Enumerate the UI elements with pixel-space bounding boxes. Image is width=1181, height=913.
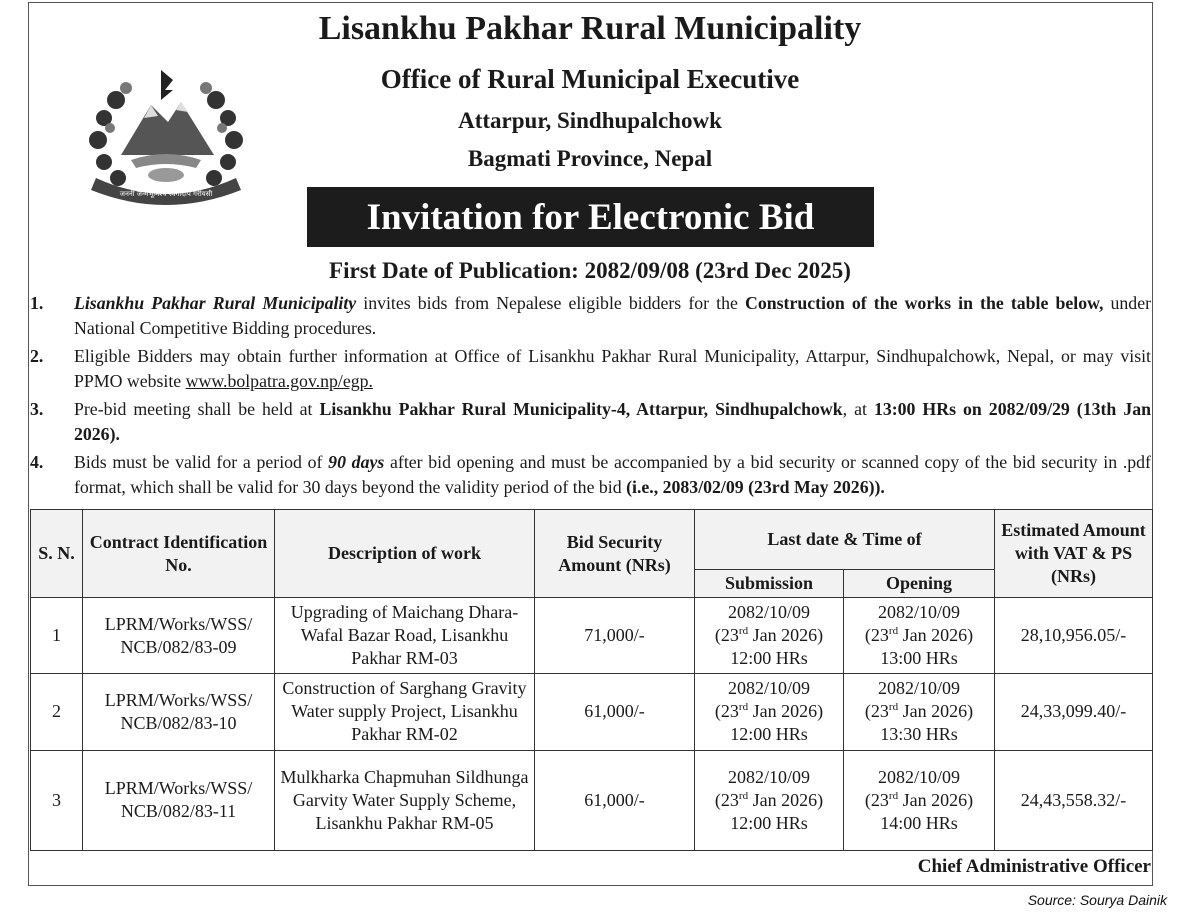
col-bid-security: Bid Security Amount (NRs) bbox=[535, 510, 695, 598]
time: 13:00 HRs bbox=[880, 648, 958, 669]
date-bs: 2082/10/09 bbox=[727, 678, 810, 699]
time: 12:00 HRs bbox=[730, 648, 808, 669]
cell-opening bbox=[844, 674, 995, 750]
address-line-2: Bagmati Province, Nepal bbox=[467, 146, 713, 171]
website-link[interactable]: www.bolpatra.gov.np/egp. bbox=[185, 370, 373, 391]
cell-bid-security: 71,000/- bbox=[535, 598, 695, 674]
clause-text-segment: Lisankhu Pakhar Rural Municipality-4, Attarpur, Sindhupalchowk bbox=[319, 399, 843, 419]
date-ad: (23rd Jan 2026) bbox=[864, 625, 974, 646]
works-table bbox=[30, 509, 1153, 851]
col-last-date: Last date & Time of bbox=[695, 510, 995, 570]
col-contract: Contract Identification No. bbox=[83, 510, 275, 598]
time: 14:00 HRs bbox=[880, 812, 958, 833]
date-ad: (23rd Jan 2026) bbox=[714, 701, 824, 722]
clause-text-segment: 13:00 HRs on 2082/09/29 (13th Jan 2026). bbox=[74, 399, 1151, 444]
date-bs: 2082/10/09 bbox=[727, 602, 810, 623]
cell-description: Construction of Sarghang Gravity Water supply Project, Lisankhu Pakhar RM-02 bbox=[275, 674, 535, 750]
clause-text-segment: Pre-bid meeting shall be held at bbox=[74, 399, 320, 419]
cell-estimated-amount: 24,43,558.32/- bbox=[995, 750, 1153, 850]
office-title: Office of Rural Municipal Executive bbox=[380, 64, 800, 94]
cell-sn: 2 bbox=[31, 674, 83, 750]
address-line-1: Attarpur, Sindhupalchowk bbox=[458, 108, 722, 133]
clause-item bbox=[30, 344, 1151, 393]
col-submission: Submission bbox=[695, 570, 844, 598]
cell-contract-id: LPRM/Works/WSS/ NCB/082/83-09 bbox=[83, 598, 275, 674]
cell-submission bbox=[695, 598, 844, 674]
cell-bid-security: 61,000/- bbox=[535, 750, 695, 850]
banner-title: Invitation for Electronic Bid bbox=[366, 196, 815, 238]
time: 13:30 HRs bbox=[880, 724, 958, 745]
cell-estimated-amount: 24,33,099.40/- bbox=[995, 674, 1153, 750]
table-row bbox=[31, 598, 1153, 674]
clause-text-segment: after bid opening and must be accompanied by a bid security or scanned copy of the bid security in .pdf format, which shall be valid for 30 days beyond the validity period of the bid bbox=[74, 452, 1151, 497]
cell-bid-security: 61,000/- bbox=[535, 674, 695, 750]
notice-clauses bbox=[30, 291, 1151, 503]
cell-opening bbox=[844, 598, 995, 674]
time: 12:00 HRs bbox=[730, 812, 808, 833]
source-caption: Source: Sourya Dainik bbox=[1027, 892, 1167, 908]
clause-text-segment: Construction of the works in the table below, bbox=[745, 293, 1104, 313]
cell-estimated-amount: 28,10,956.05/- bbox=[995, 598, 1153, 674]
col-sn: S. N. bbox=[31, 510, 83, 598]
date-bs: 2082/10/09 bbox=[878, 602, 961, 623]
cell-description: Upgrading of Maichang Dhara-Wafal Bazar Road, Lisankhu Pakhar RM-03 bbox=[275, 598, 535, 674]
clause-number: 3. bbox=[30, 399, 44, 419]
date-bs: 2082/10/09 bbox=[878, 678, 961, 699]
cell-sn: 1 bbox=[31, 598, 83, 674]
clause-number: 2. bbox=[30, 346, 44, 366]
clause-text-segment: (i.e., 2083/02/09 (23rd May 2026)). bbox=[626, 476, 885, 497]
cell-submission bbox=[695, 750, 844, 850]
date-ad: (23rd Jan 2026) bbox=[714, 625, 824, 646]
col-estimated: Estimated Amount with VAT & PS (NRs) bbox=[995, 510, 1153, 598]
clause-text bbox=[74, 344, 1151, 393]
date-ad: (23rd Jan 2026) bbox=[864, 789, 974, 810]
signature-title: Chief Administrative Officer bbox=[917, 856, 1151, 877]
clause-text bbox=[74, 291, 1151, 340]
clause-text bbox=[74, 450, 1151, 499]
cell-sn: 3 bbox=[31, 750, 83, 850]
clause-text-segment: Eligible Bidders may obtain further information at Office of Lisankhu Pakhar Rural Municipality, Attarpur, Sindhupalchowk, Nepal, or may visit PPMO website bbox=[74, 346, 1151, 391]
notice-banner bbox=[307, 187, 874, 247]
cell-description: Mulkharka Chapmuhan Sildhunga Garvity Water Supply Scheme, Lisankhu Pakhar RM-05 bbox=[275, 750, 535, 850]
clause-text-segment: 90 days bbox=[328, 452, 385, 472]
clause-item bbox=[30, 450, 1151, 499]
date-bs: 2082/10/09 bbox=[727, 766, 810, 787]
col-description: Description of work bbox=[275, 510, 535, 598]
table-row bbox=[31, 674, 1153, 750]
clause-number: 4. bbox=[30, 452, 44, 472]
clause-text-segment: under National Competitive Bidding procedures. bbox=[74, 293, 1152, 338]
emblem-motto: जननी जन्मभूमिश्च स्वर्गादपि गरीयसी bbox=[119, 190, 213, 198]
clause-text-segment: , at bbox=[842, 399, 874, 419]
clause-item bbox=[30, 291, 1151, 340]
clause-text bbox=[74, 397, 1151, 446]
cell-opening bbox=[844, 750, 995, 850]
clause-text-segment: invites bids from Nepalese eligible bidders for the bbox=[356, 293, 745, 313]
date-ad: (23rd Jan 2026) bbox=[714, 789, 824, 810]
clause-item bbox=[30, 397, 1151, 446]
date-bs: 2082/10/09 bbox=[878, 766, 961, 787]
clause-number: 1. bbox=[30, 293, 44, 313]
cell-submission bbox=[695, 674, 844, 750]
cell-contract-id: LPRM/Works/WSS/ NCB/082/83-10 bbox=[83, 674, 275, 750]
clause-text-segment: Lisankhu Pakhar Rural Municipality bbox=[74, 293, 357, 313]
publication-date: First Date of Publication: 2082/09/08 (23rd Dec 2025) bbox=[329, 258, 851, 283]
clause-text-segment: Bids must be valid for a period of bbox=[74, 452, 329, 472]
col-opening: Opening bbox=[844, 570, 995, 598]
time: 12:00 HRs bbox=[730, 724, 808, 745]
date-ad: (23rd Jan 2026) bbox=[864, 701, 974, 722]
table-row bbox=[31, 750, 1153, 850]
municipality-title: Lisankhu Pakhar Rural Municipality bbox=[318, 10, 862, 47]
cell-contract-id: LPRM/Works/WSS/ NCB/082/83-11 bbox=[83, 750, 275, 850]
